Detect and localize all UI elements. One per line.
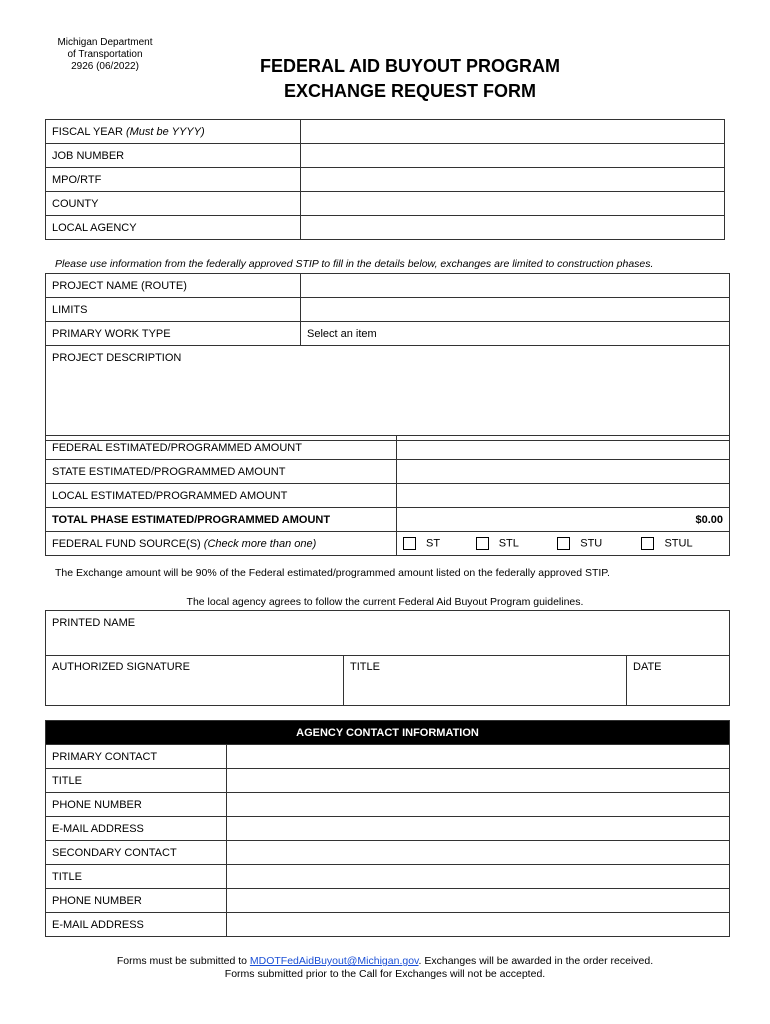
project-name-field[interactable] — [301, 274, 730, 298]
secondary-title-field[interactable] — [227, 865, 730, 889]
date-label: DATE — [633, 661, 662, 673]
dept-line2: of Transportation — [67, 49, 143, 60]
amounts-table — [45, 435, 730, 556]
checkbox-stu[interactable] — [557, 537, 570, 550]
secondary-phone-field[interactable] — [227, 889, 730, 913]
project-info-table — [45, 119, 725, 240]
signature-field[interactable] — [46, 656, 344, 706]
signature-title-label: TITLE — [350, 661, 380, 673]
stip-instruction: Please use information from the federally approved STIP to fill in the details below, exchanges are limited to construction phases. — [55, 258, 654, 270]
secondary-email-label: E-MAIL ADDRESS — [46, 913, 227, 937]
checkbox-st[interactable] — [403, 537, 416, 550]
secondary-contact-label: SECONDARY CONTACT — [46, 841, 227, 865]
footer-post: . Exchanges will be awarded in the order received. — [418, 955, 654, 967]
local-amount-field[interactable] — [397, 484, 730, 508]
footer-pre: Forms must be submitted to — [116, 955, 250, 967]
secondary-email-field[interactable] — [227, 913, 730, 937]
fund-option-stl-label: STL — [498, 537, 519, 550]
fund-option-stul-label: STUL — [664, 537, 693, 550]
local-agency-field[interactable] — [301, 216, 725, 240]
title-line2: EXCHANGE REQUEST FORM — [283, 81, 537, 101]
fund-option-stl[interactable] — [470, 532, 552, 556]
fiscal-year-hint: (Must be YYYY) — [125, 125, 205, 138]
secondary-phone-label: PHONE NUMBER — [46, 889, 227, 913]
title-line1: FEDERAL AID BUYOUT PROGRAM — [259, 56, 560, 76]
primary-email-field[interactable] — [227, 817, 730, 841]
agree-note: The local agency agrees to follow the current Federal Aid Buyout Program guidelines. — [186, 596, 584, 608]
fund-option-st[interactable] — [397, 532, 470, 556]
project-detail-table — [45, 273, 730, 441]
county-label: COUNTY — [46, 192, 301, 216]
work-type-dropdown[interactable]: Select an item — [301, 322, 730, 346]
mpo-rtf-field[interactable] — [301, 168, 725, 192]
job-number-field[interactable] — [301, 144, 725, 168]
printed-name-label: PRINTED NAME — [52, 617, 136, 629]
local-amount-label: LOCAL ESTIMATED/PROGRAMMED AMOUNT — [46, 484, 397, 508]
local-agency-label: LOCAL AGENCY — [46, 216, 301, 240]
limits-field[interactable] — [301, 298, 730, 322]
printed-name-field[interactable] — [46, 611, 730, 656]
secondary-title-label: TITLE — [46, 865, 227, 889]
primary-contact-label: PRIMARY CONTACT — [46, 745, 227, 769]
state-amount-field[interactable] — [397, 460, 730, 484]
limits-label: LIMITS — [46, 298, 301, 322]
exchange-note: The Exchange amount will be 90% of the Federal estimated/programmed amount listed on the federally approved STIP. — [55, 567, 610, 579]
primary-phone-field[interactable] — [227, 793, 730, 817]
form-code: 2926 (06/2022) — [71, 61, 139, 72]
primary-email-label: E-MAIL ADDRESS — [46, 817, 227, 841]
contact-table — [45, 720, 730, 937]
signature-table — [45, 610, 730, 706]
fiscal-year-label — [46, 120, 301, 144]
footer-line2: Forms submitted prior to the Call for Exchanges will not be accepted. — [224, 968, 546, 980]
fund-option-stu[interactable] — [551, 532, 635, 556]
federal-amount-field[interactable] — [397, 436, 730, 460]
total-amount-value: $0.00 — [397, 508, 730, 532]
dept-line1: Michigan Department — [57, 37, 153, 48]
primary-title-field[interactable] — [227, 769, 730, 793]
footer-line1 — [0, 955, 770, 968]
contact-header: AGENCY CONTACT INFORMATION — [46, 721, 730, 745]
total-amount-label: TOTAL PHASE ESTIMATED/PROGRAMMED AMOUNT — [46, 508, 397, 532]
primary-contact-field[interactable] — [227, 745, 730, 769]
signature-title-field[interactable] — [344, 656, 627, 706]
fund-source-label — [46, 532, 397, 556]
fund-option-st-label: ST — [426, 537, 441, 550]
date-field[interactable] — [627, 656, 730, 706]
county-field[interactable] — [301, 192, 725, 216]
job-number-label: JOB NUMBER — [46, 144, 301, 168]
fiscal-year-text: FISCAL YEAR — [52, 125, 123, 138]
footer — [0, 955, 770, 981]
state-amount-label: STATE ESTIMATED/PROGRAMMED AMOUNT — [46, 460, 397, 484]
federal-amount-label: FEDERAL ESTIMATED/PROGRAMMED AMOUNT — [46, 436, 397, 460]
signature-label: AUTHORIZED SIGNATURE — [52, 661, 190, 673]
fund-option-stul[interactable] — [635, 532, 729, 556]
fund-source-hint: (Check more than one) — [203, 537, 317, 550]
secondary-contact-field[interactable] — [227, 841, 730, 865]
primary-title-label: TITLE — [46, 769, 227, 793]
project-name-label: PROJECT NAME (ROUTE) — [46, 274, 301, 298]
project-description-field[interactable] — [46, 346, 730, 441]
fiscal-year-field[interactable] — [301, 120, 725, 144]
mpo-rtf-label: MPO/RTF — [46, 168, 301, 192]
form-title — [200, 54, 620, 104]
department-block — [40, 37, 170, 73]
checkbox-stl[interactable] — [476, 537, 489, 550]
work-type-label: PRIMARY WORK TYPE — [46, 322, 301, 346]
fund-option-stu-label: STU — [580, 537, 603, 550]
primary-phone-label: PHONE NUMBER — [46, 793, 227, 817]
fund-source-text: FEDERAL FUND SOURCE(S) — [52, 537, 201, 550]
project-description-label: PROJECT DESCRIPTION — [52, 352, 182, 364]
checkbox-stul[interactable] — [641, 537, 654, 550]
submission-email-link[interactable]: MDOTFedAidBuyout@Michigan.gov — [249, 955, 419, 967]
